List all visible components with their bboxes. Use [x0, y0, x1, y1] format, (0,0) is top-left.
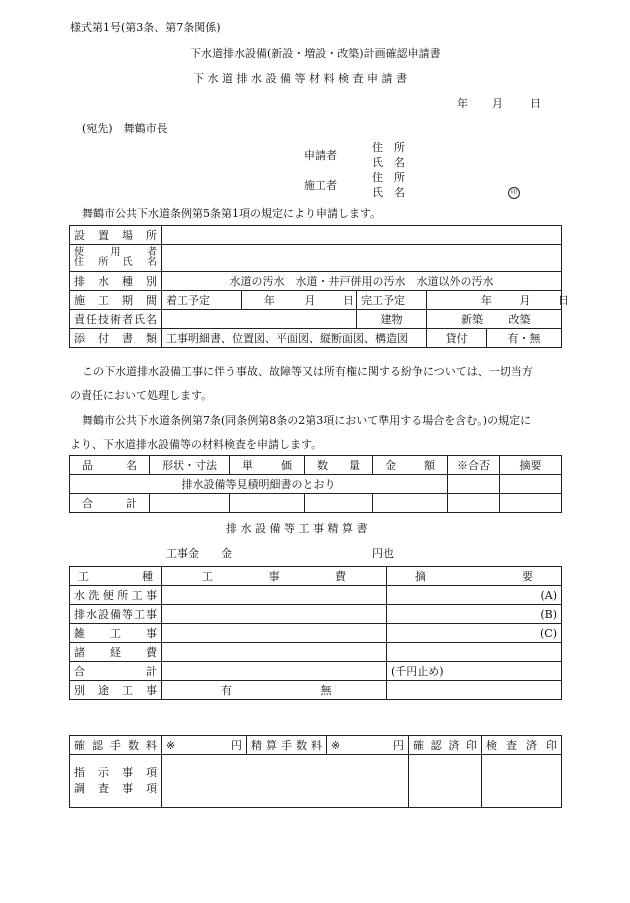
material-pass-cell[interactable]: [448, 475, 500, 494]
has-option: 有: [221, 683, 232, 697]
new-build-option: 新築: [461, 312, 483, 326]
material-total-shape[interactable]: [150, 494, 230, 513]
material-total-pass[interactable]: [448, 494, 500, 513]
date-day-label: 日: [530, 97, 541, 110]
loan-label: 貸付: [427, 329, 487, 348]
drain-type-options[interactable]: 水道の汚水 水道・井戸併用の汚水 水道以外の汚水: [162, 272, 562, 291]
seal-mark: 印: [508, 187, 520, 199]
settle-fee-field[interactable]: [327, 736, 409, 755]
fees-row: [70, 736, 562, 755]
start-day-label: 日: [343, 293, 354, 307]
material-total-row: [70, 494, 562, 513]
settlement-table: [69, 566, 562, 700]
material-note: 排水設備等見積明細書のとおり: [70, 475, 448, 494]
material-header-pass: ※合否: [448, 456, 500, 475]
settlement-header-row: [70, 567, 562, 586]
start-date-field[interactable]: [242, 291, 357, 310]
check-fee-field[interactable]: [162, 736, 247, 755]
settlement-header-type: 工種: [70, 567, 162, 586]
settlement-row: [70, 624, 562, 643]
settlement-cost-field[interactable]: [162, 605, 387, 624]
liability-text-line1: この下水道排水設備工事に伴う事故、故障等又は所有権に関する紛争については、一切当方: [82, 365, 533, 378]
location-field[interactable]: [162, 226, 562, 245]
office-use-table: [69, 735, 562, 808]
check-fee-yen: 円: [231, 738, 242, 752]
user-field[interactable]: [162, 245, 562, 272]
instructions-label: 指示事項: [74, 766, 157, 779]
separate-work-remarks[interactable]: [387, 681, 562, 700]
settlement-row: [70, 605, 562, 624]
finish-day-label: 日: [558, 293, 569, 307]
settlement-header-remarks: 摘要: [387, 567, 562, 586]
user-row: [70, 245, 562, 272]
engineer-row: [70, 310, 562, 329]
date-year-label: 年: [457, 97, 468, 110]
material-remarks-cell[interactable]: [500, 475, 562, 494]
contractor-label: 施工者: [304, 179, 337, 192]
form-title-secondary: 下 水 道 排 水 設 備 等 材 料 検 査 申 請 書: [193, 72, 407, 85]
material-total-qty[interactable]: [305, 494, 373, 513]
settlement-cost-field[interactable]: [162, 624, 387, 643]
finish-date-field[interactable]: [427, 291, 569, 310]
settlement-type-label: 排水設備等工事: [70, 605, 162, 624]
check-fee-label: 確認手数料: [70, 736, 162, 755]
applicant-name-label: 氏 名: [372, 156, 405, 169]
inspected-seal-label: 検査済印: [482, 736, 562, 755]
finish-label: 完工予定: [357, 291, 427, 310]
material-note-row: [70, 475, 562, 494]
settlement-note: (A): [387, 586, 562, 605]
liability-text-line2: の責任において処理します。: [70, 389, 213, 402]
settlement-cost-field[interactable]: [162, 586, 387, 605]
loan-options[interactable]: 有・無: [487, 329, 562, 348]
settlement-type-label: 雑工事: [70, 624, 162, 643]
period-row: [70, 291, 562, 310]
drain-type-row: [70, 272, 562, 291]
building-options[interactable]: [427, 310, 562, 329]
settle-fee-yen: 円: [393, 738, 404, 752]
form-title-primary: 下水道排水設備(新設・増設・改築)計画確認申請書: [190, 47, 441, 60]
none-option: 無: [320, 683, 332, 697]
instructions-field[interactable]: [162, 755, 409, 808]
application-intro: 舞鶴市公共下水道条例第5条第1項の規定により申請します。: [82, 207, 382, 220]
settlement-note: (C): [387, 624, 562, 643]
settlement-note: [387, 643, 562, 662]
settlement-note: (千円止め): [387, 662, 562, 681]
remarks-row: [70, 755, 562, 808]
applicant-address-label: 住 所: [372, 141, 405, 154]
settlement-cost-field[interactable]: [162, 643, 387, 662]
settlement-cost-field[interactable]: [162, 662, 387, 681]
material-header-unit-price: 単価: [230, 456, 305, 475]
rebuild-option: 改築: [508, 312, 531, 326]
material-header-row: [70, 456, 562, 475]
material-total-price[interactable]: [230, 494, 305, 513]
inspection-text-line2: より、下水道排水設備等の材料検査を申請します。: [70, 438, 323, 451]
settle-fee-label: 精算手数料: [247, 736, 327, 755]
finish-month-label: 月: [519, 293, 531, 307]
settlement-title: 排 水 設 備 等 工 事 精 算 書: [226, 522, 368, 535]
yen-label: 円也: [372, 547, 394, 560]
start-month-label: 月: [304, 293, 316, 307]
separate-work-options[interactable]: [162, 681, 387, 700]
finish-year-label: 年: [481, 293, 492, 307]
location-row: [70, 226, 562, 245]
applicant-label: 申請者: [304, 149, 337, 162]
docs-label: 添付書類: [70, 329, 162, 348]
form-number: 様式第1号(第3条、第7条関係): [70, 21, 221, 34]
settlement-note: (B): [387, 605, 562, 624]
settlement-row: [70, 662, 562, 681]
instructions-label-cell: [70, 755, 162, 808]
start-year-label: 年: [264, 293, 275, 307]
date-month-label: 月: [492, 97, 503, 110]
settlement-type-label: 諸経費: [70, 643, 162, 662]
separate-work-row: [70, 681, 562, 700]
contractor-name-label: 氏 名: [372, 186, 405, 199]
user-label-line2: 住所氏名: [74, 257, 157, 268]
docs-list: 工事明細書、位置図、平面図、縦断面図、構造図: [162, 329, 427, 348]
addressee: (宛先) 舞鶴市長: [82, 122, 168, 135]
material-header-quantity: 数量: [305, 456, 373, 475]
material-total-amount[interactable]: [373, 494, 448, 513]
contractor-address-label: 住 所: [372, 171, 405, 184]
material-header-name: 品名: [70, 456, 150, 475]
settlement-type-label: 合計: [70, 662, 162, 681]
settlement-row: [70, 643, 562, 662]
material-total-remarks[interactable]: [500, 494, 562, 513]
engineer-label: 責任技術者氏名: [70, 310, 162, 329]
material-table: [69, 455, 562, 513]
inspected-seal-field[interactable]: [482, 755, 562, 808]
material-header-remarks: 摘要: [500, 456, 562, 475]
user-label-line1: 使用者: [74, 247, 157, 258]
material-header-amount: 金額: [373, 456, 448, 475]
material-header-shape: 形状・寸法: [150, 456, 230, 475]
application-table: [69, 225, 569, 348]
construction-cost-label: 工事金 金: [166, 547, 232, 560]
separate-work-label: 別途工事: [70, 681, 162, 700]
settlement-row: [70, 586, 562, 605]
settlement-type-label: 水洗便所工事: [70, 586, 162, 605]
user-label: [70, 245, 162, 272]
survey-label: 調査事項: [74, 782, 157, 795]
confirmed-seal-field[interactable]: [409, 755, 482, 808]
period-label: 施工期間: [70, 291, 162, 310]
drain-type-label: 排水種別: [70, 272, 162, 291]
settle-fee-mark: ※: [331, 738, 341, 752]
engineer-field[interactable]: [162, 310, 357, 329]
location-label: 設置場所: [70, 226, 162, 245]
building-label: 建物: [357, 310, 427, 329]
check-fee-mark: ※: [166, 738, 176, 752]
confirmed-seal-label: 確認済印: [409, 736, 482, 755]
settlement-header-cost: 工事費: [162, 567, 387, 586]
material-total-label: 合計: [70, 494, 150, 513]
docs-row: [70, 329, 562, 348]
inspection-text-line1: 舞鶴市公共下水道条例第7条(同条例第8条の2第3項において準用する場合を含む。)の規定に: [82, 414, 532, 427]
start-label: 着工予定: [162, 291, 242, 310]
